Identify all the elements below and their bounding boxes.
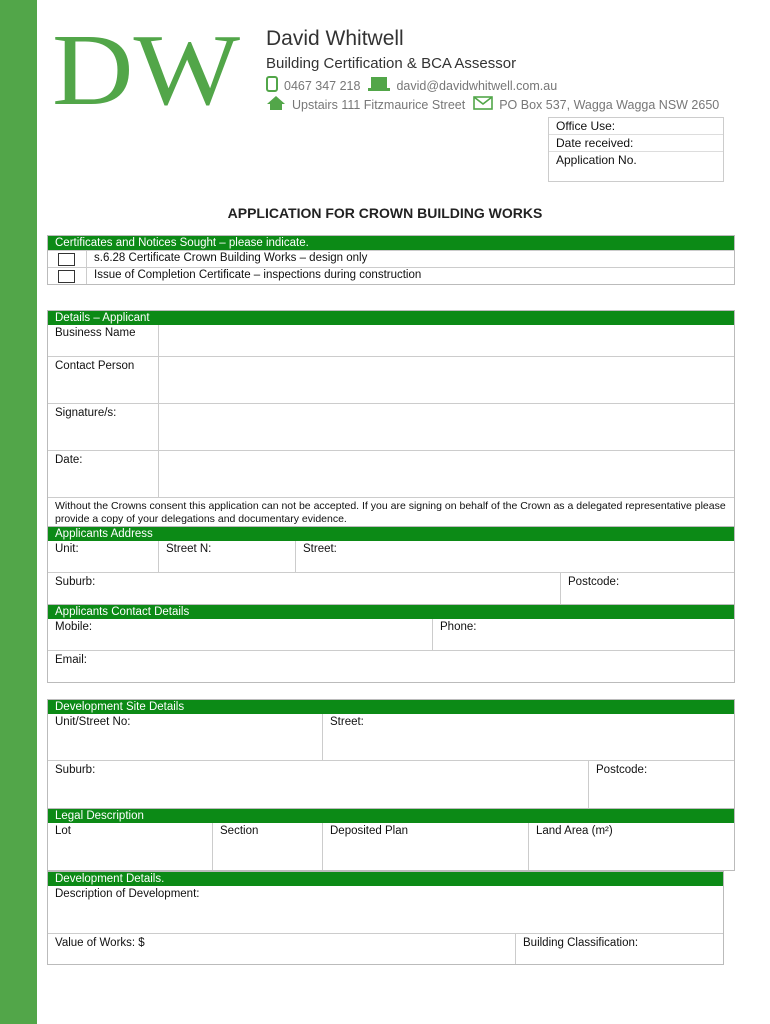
- business-name-field[interactable]: [158, 325, 734, 356]
- street-no-field[interactable]: Street N:: [158, 541, 295, 572]
- street-field[interactable]: Street:: [295, 541, 734, 572]
- certificate-completion-label: Issue of Completion Certificate – inspections during construction: [86, 268, 734, 284]
- office-use-box: [548, 117, 724, 182]
- certificates-section: [47, 235, 735, 285]
- site-unit-street-field[interactable]: Unit/Street No:: [55, 716, 131, 728]
- po-box-address: PO Box 537, Wagga Wagga NSW 2650: [499, 97, 720, 112]
- email-address: david@davidwhitwell.com.au: [396, 78, 558, 93]
- certificate-option-row: [48, 250, 734, 267]
- site-details-section: [47, 699, 735, 809]
- development-details-header: Development Details.: [48, 872, 723, 886]
- contact-person-label: Contact Person: [55, 360, 135, 372]
- applicant-address-header: Applicants Address: [48, 527, 734, 541]
- email-field[interactable]: Email:: [55, 654, 87, 666]
- contact-person-field[interactable]: [158, 357, 734, 403]
- mobile-phone-icon: [266, 76, 278, 95]
- application-no-label: Application No.: [556, 153, 637, 167]
- postcode-field[interactable]: Postcode:: [560, 573, 734, 604]
- site-suburb-field[interactable]: Suburb:: [55, 764, 96, 776]
- legal-description-header: Legal Description: [48, 809, 734, 823]
- certificate-option-row: [48, 267, 734, 284]
- dw-logo: [52, 24, 242, 114]
- date-label: Date:: [55, 454, 83, 466]
- lot-field[interactable]: Lot: [55, 825, 71, 837]
- applicant-section: [47, 310, 735, 528]
- certificate-design-checkbox[interactable]: [58, 253, 75, 266]
- value-of-works-field[interactable]: Value of Works: $: [55, 937, 145, 949]
- development-details-section: [47, 871, 724, 965]
- street-address: Upstairs 111 Fitzmaurice Street: [292, 97, 466, 112]
- unit-field[interactable]: Unit:: [55, 543, 79, 555]
- development-description-field[interactable]: Description of Development:: [55, 888, 200, 900]
- certificate-completion-checkbox[interactable]: [58, 270, 75, 283]
- site-postcode-field[interactable]: Postcode:: [588, 761, 734, 808]
- crown-consent-note: Without the Crowns consent this application can not be accepted. If you are signing on behalf of the Crown as a delegated representative please provide a copy of your delegations and documentary evidence.: [48, 497, 734, 528]
- mail-envelope-icon: [473, 96, 493, 113]
- contact-line-2: [266, 95, 719, 114]
- home-icon: [266, 95, 286, 114]
- form-title: APPLICATION FOR CROWN BUILDING WORKS: [227, 205, 543, 221]
- date-field[interactable]: [158, 451, 734, 497]
- date-received-label: Date received:: [549, 135, 723, 152]
- deposited-plan-field[interactable]: Deposited Plan: [322, 823, 528, 870]
- contact-details-section: [47, 604, 735, 683]
- signature-field[interactable]: [158, 404, 734, 450]
- company-name: David Whitwell: [266, 27, 404, 50]
- business-name-label: Business Name: [55, 327, 136, 339]
- svg-text:DW: DW: [52, 24, 241, 114]
- certificates-header: Certificates and Notices Sought – please indicate.: [48, 236, 734, 250]
- applicant-address-section: [47, 526, 735, 605]
- signature-label: Signature/s:: [55, 407, 117, 419]
- applicant-header: Details – Applicant: [48, 311, 734, 325]
- contact-line-1: [266, 76, 557, 95]
- green-sidebar: [0, 0, 37, 1024]
- phone-number: 0467 347 218: [284, 78, 361, 93]
- site-street-field[interactable]: Street:: [322, 714, 734, 760]
- certificate-design-label: s.6.28 Certificate Crown Building Works – design only: [86, 251, 734, 267]
- laptop-icon: [368, 76, 390, 95]
- legal-description-section: [47, 808, 735, 871]
- suburb-field[interactable]: Suburb:: [55, 576, 96, 588]
- contact-details-header: Applicants Contact Details: [48, 605, 734, 619]
- site-details-header: Development Site Details: [48, 700, 734, 714]
- company-subtitle: Building Certification & BCA Assessor: [266, 55, 517, 72]
- office-use-label: Office Use:: [549, 118, 723, 135]
- land-area-field[interactable]: Land Area (m²): [528, 823, 734, 870]
- mobile-field[interactable]: Mobile:: [55, 621, 93, 633]
- phone-field[interactable]: Phone:: [432, 619, 734, 650]
- building-classification-field[interactable]: Building Classification:: [515, 934, 723, 964]
- section-field[interactable]: Section: [212, 823, 322, 870]
